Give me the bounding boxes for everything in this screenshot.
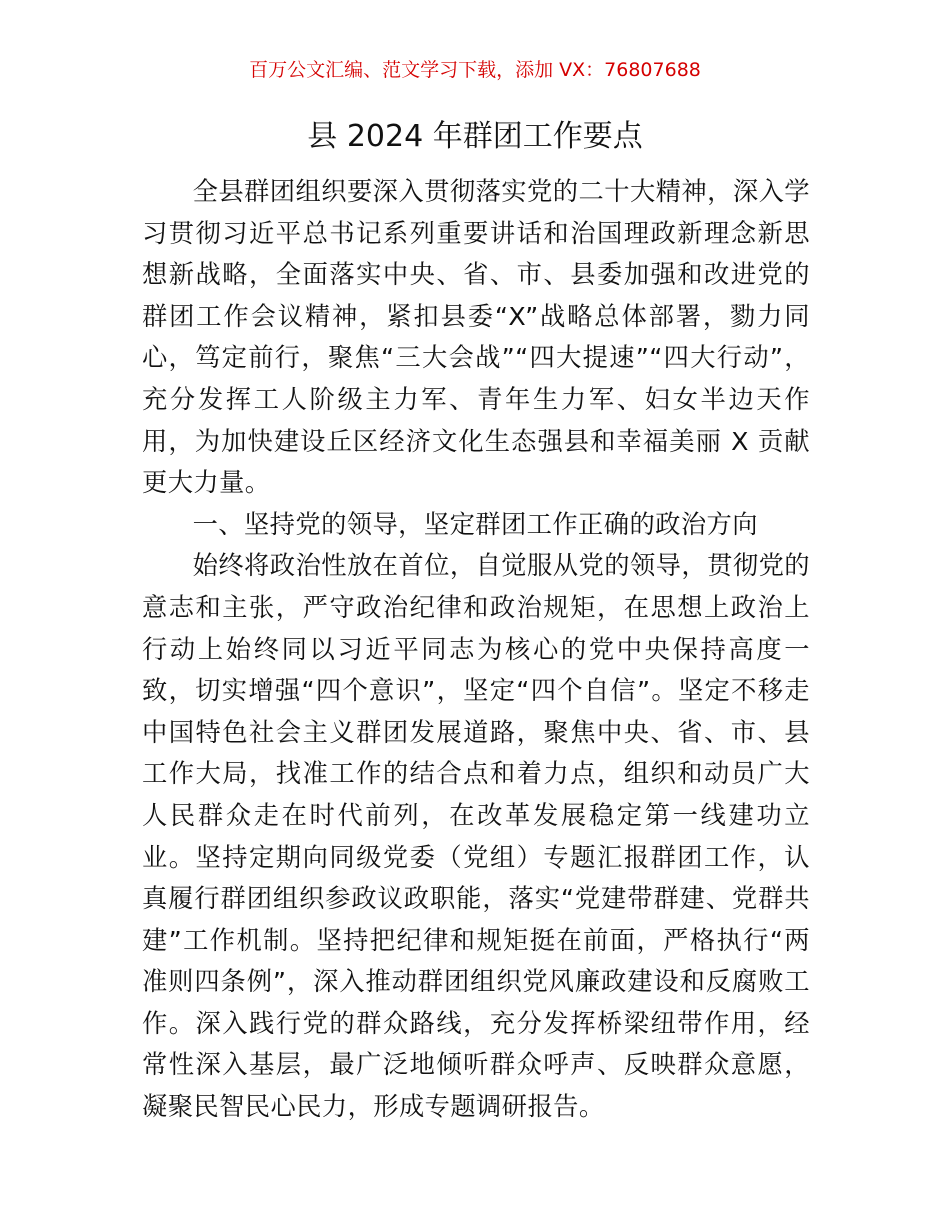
intro-paragraph: 全县群团组织要深入贯彻落实党的二十大精神，深入学习贯彻习近平总书记系列重要讲话和治国理政新理念新思想新战略，全面落实中央、省、市、县委加强和改进党的群团工作会议精神，紧扣县委“X”战略总体部署，勠力同心，笃定前行，聚焦“三大会战”“四大提速”“四大行动”，充分发挥工人阶级主力军、青年生力军、妇女半边天作用，为加快建设丘区经济文化生态强县和幸福美丽 X 贡献更大力量。 xyxy=(142,177,810,498)
document-title: 县 2024 年群团工作要点 xyxy=(307,119,643,154)
section-paragraph: 始终将政治性放在首位，自觉服从党的领导，贯彻党的意志和主张，严守政治纪律和政治规矩，在思想上政治上行动上始终同以习近平同志为核心的党中央保持高度一致，切实增强“四个意识”，坚定“四个自信”。坚定不移走中国特色社会主义群团发展道路，聚焦中央、省、市、县工作大局，找准工作的结合点和着力点，组织和动员广大人民群众走在时代前列，在改革发展稳定第一线建功立业。坚持定期向同级党委（党组）专题汇报群团工作，认真履行群团组织参政议政职能，落实“党建带群建、党群共建”工作机制。坚持把纪律和规矩挺在前面，严格执行“两准则四条例”，深入推动群团组织党风廉政建设和反腐败工作。深入践行党的群众路线，充分发挥桥梁纽带作用，经常性深入基层，最广泛地倾听群众呼声、反映群众意愿，凝聚民智民心民力，形成专题调研报告。 xyxy=(142,551,810,1122)
watermark-text: 百万公文汇编、范文学习下载，添加 VX：76807688 xyxy=(249,59,701,81)
section-heading: 一、坚持党的领导，坚定群团工作正确的政治方向 xyxy=(192,509,758,539)
document-body xyxy=(142,171,810,1128)
